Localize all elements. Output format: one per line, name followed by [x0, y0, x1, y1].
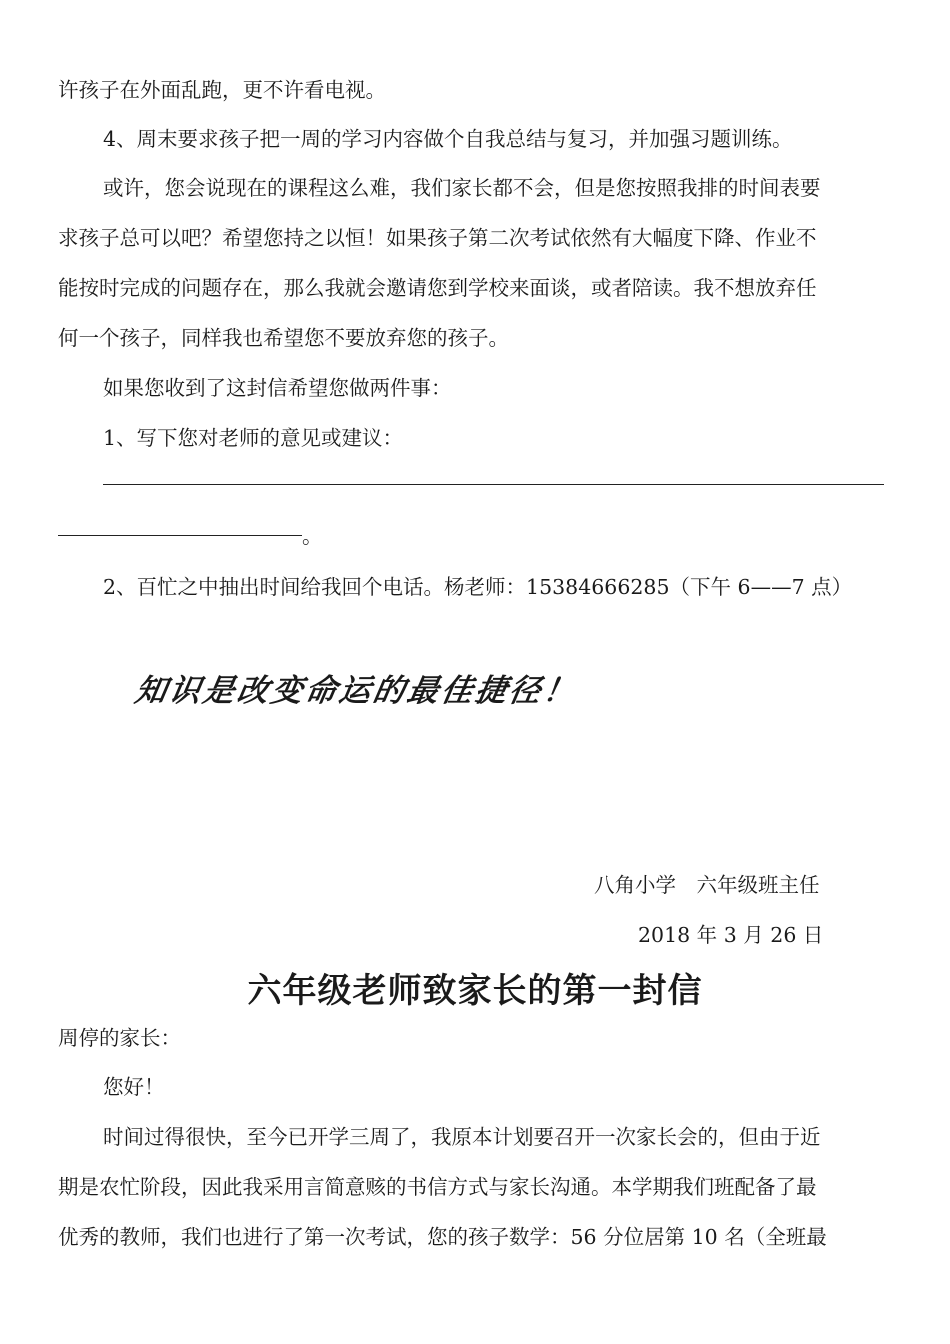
phone-line: 2、百忙之中抽出时间给我回个电话。杨老师：15384666285（下午 6——7 点）: [103, 575, 853, 599]
greeting: 您好！: [103, 1075, 165, 1099]
paragraph-line: 或许，您会说现在的课程这么难，我们家长都不会，但是您按照我排的时间表要: [103, 176, 821, 200]
answer-blank-line: [103, 484, 884, 485]
paragraph-line: 如果您收到了这封信希望您做两件事：: [103, 376, 452, 400]
paragraph-line: 1、写下您对老师的意见或建议：: [103, 426, 404, 450]
blank-end-period: 。: [302, 524, 323, 548]
paragraph-line: 能按时完成的问题存在，那么我就会邀请您到学校来面谈，或者陪读。我不想放弃任: [58, 276, 817, 300]
paragraph-line: 期是农忙阶段，因此我采用言简意赅的书信方式与家长沟通。本学期我们班配备了最: [58, 1175, 817, 1199]
paragraph-line: 4、周末要求孩子把一周的学习内容做个自我总结与复习，并加强习题训练。: [103, 127, 793, 151]
handwritten-slogan: 知识是改变命运的最佳捷径！: [132, 673, 581, 709]
paragraph-line: 许孩子在外面乱跑，更不许看电视。: [58, 78, 386, 102]
paragraph-line: 求孩子总可以吧？希望您持之以恒！如果孩子第二次考试依然有大幅度下降、作业不: [58, 226, 817, 250]
salutation: 周停的家长：: [58, 1026, 181, 1050]
letter-title: 六年级老师致家长的第一封信: [247, 971, 703, 1011]
paragraph-line: 优秀的教师，我们也进行了第一次考试，您的孩子数学：56 分位居第 10 名（全班最: [58, 1225, 827, 1249]
answer-blank-line: [58, 535, 302, 536]
paragraph-line: 何一个孩子，同样我也希望您不要放弃您的孩子。: [58, 326, 509, 350]
signature: 八角小学 六年级班主任: [594, 873, 820, 897]
paragraph-line: 时间过得很快，至今已开学三周了，我原本计划要召开一次家长会的，但由于近: [103, 1125, 821, 1149]
letter-date: 2018 年 3 月 26 日: [638, 923, 824, 947]
